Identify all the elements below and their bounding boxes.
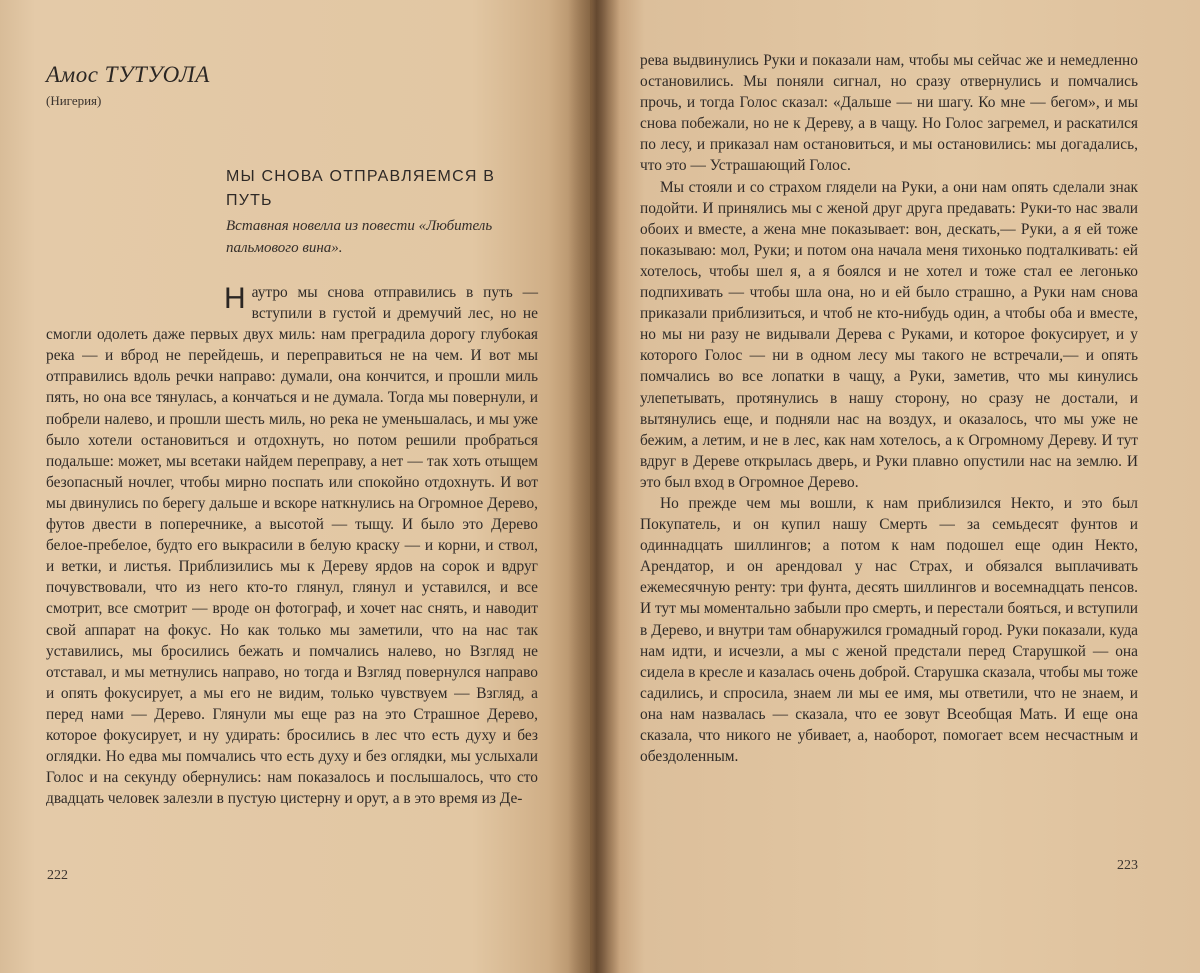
left-page xyxy=(0,0,590,973)
first-paragraph-text: аутро мы снова отправились в путь — вступили в густой и дремучий лес, но не смогли одолеть даже первых двух миль: нам преградила дорогу глубокая река — и вброд не перейдешь, и переправиться не на чем. И вот мы отправились вдоль речки направо: думали, она кончится, и прошли миль пять, но она все тянулась, а кончаться и не думала. Тогда мы повернули, и побрели налево, и прошли шесть миль, но река не уменьшалась, и мы уже было хотели остановиться и отдохнуть, но потом решили пробраться подальше: может, мы всетаки найдем переправу, а нет — так хоть отыщем безопасный ночлег, чтобы мирно поспать или спокойно отдохнуть. И вот мы двинулись по берегу дальше и вскоре наткнулись на Огромное Дерево, футов двести в поперечнике, а высотой — тыщу. И было это Дерево белое-пребелое, будто его выкрасили в белую краску — и корни, и ствол, и ветки, и листья. Приблизились мы к Дереву ярдов на сорок и вдруг почувствовали, что из него кто-то глянул, глянул и уставился, и все смотрит, все смотрит — вроде он фотограф, и хочет нас снять, и наводит свой аппарат на фокус. Но как только мы заметили, что на нас так уставились, мы бросились бежать и помчались налево, но Взгляд не отставал, и мы метнулись направо, но тогда и Взгляд повернулся направо и опять фокусирует, а мы его не видим, только чувствуем — Взгляд, а перед нами — Дерево. Глянули мы еще раз на это Страшное Дерево, которое фокусирует, и ну удирать: бросились в лес что есть духу и без оглядки. Но едва мы помчались что есть духу и без оглядки, мы услыхали Голос и на секунду обернулись: нам показалось и послышалось, что сто двадцать человек залезли в пустую цистерну и орут, а в это время из Де- xyxy=(46,284,538,808)
page-number-right: 223 xyxy=(1117,858,1138,873)
author-country: (Нигерия) xyxy=(46,93,102,108)
page-number-left: 222 xyxy=(47,868,68,883)
left-body-text xyxy=(46,282,538,809)
right-body-text xyxy=(640,50,1138,767)
author-name: Амос ТУТУОЛА xyxy=(46,62,210,87)
story-subtitle: Вставная новелла из повести «Любитель пальмового вина». xyxy=(226,218,493,256)
drop-cap: Н xyxy=(224,282,246,315)
book-gutter xyxy=(568,0,620,973)
story-title: МЫ СНОВА ОТПРАВЛЯЕМСЯ В ПУТЬ xyxy=(226,168,496,209)
paragraph: Но прежде чем мы вошли, к нам приблизился Некто, и это был Покупатель, и он купил нашу Смерть — за семьдесят фунтов и одиннадцать шиллингов; а потом к нам подошел еще один Некто, Арендатор, и он арендовал у нас Страх, и обязался выплачивать ежемесячную ренту: три фунта, десять шиллингов и восемнадцать пенсов. И тут мы моментально забыли про смерть, и перестали бояться, и вступили в Дерево, и внутри там обнаружился громадный город. Руки показали, куда нам идти, и исчезли, а мы с женой предстали перед Старушкой — она сидела в кресле и казалась очень доброй. Старушка сказала, чтобы мы тоже садились, и спросила, знаем ли мы ее имя, мы ответили, что не знаем, и она нам назвалась — сказала, что ее зовут Всеобщая Мать. И еще она сказала, что никого не убивает, а, наоборот, помогает всем несчастным и обездоленным. xyxy=(640,494,1138,766)
first-paragraph xyxy=(46,282,538,809)
paragraph: Мы стояли и со страхом глядели на Руки, а они нам опять сделали знак подойти. И принялись мы с женой друг друга предавать: Руки-то нас звали обоих и вместе, а жена мне показывает: вон, дескать,— Руки, а я ей тоже показываю: мол, Руки; и потом она начала меня тихонько подталкивать: ей хотелось, чтобы шел я, а я боялся и не хотел и тоже стал ее легонько подпихивать — чтобы шла она, но и ей было страшно, а Руки нам снова приказали приблизиться, и чтоб не кто-нибудь один, а чтобы оба и вместе, но мы ни разу не видывали Дерева с Руками, и которое фокусирует, и у которого Голос — ни в одном лесу мы такого не встречали,— и опять помчались во все лопатки в чащу, а Руки, заметив, что мы кинулись улепетывать, протянулись в нашу сторону, но сразу не достали, и вытянулись еще, и подняли нас на воздух, и оказалось, что мы уже не бежим, а летим, и не в лес, как нам хотелось, а к Огромному Дереву. И тут вдруг в Дереве открылась дверь, и Руки плавно опустили нас на землю. И это был вход в Огромное Дерево. xyxy=(640,178,1138,491)
paragraph: рева выдвинулись Руки и показали нам, чтобы мы сейчас же и немедленно остановились. Мы поняли сигнал, но сразу отвернулись и помчались прочь, и тогда Голос сказал: «Дальше — ни шагу. Ко мне — бегом», и мы снова побежали, но не к Дереву, а в чащу. Но Голос загремел, и раскатился по лесу, и приказал нам остановиться, и мы остановились: мы догадались, что это — Устрашающий Голос. xyxy=(640,52,1138,175)
